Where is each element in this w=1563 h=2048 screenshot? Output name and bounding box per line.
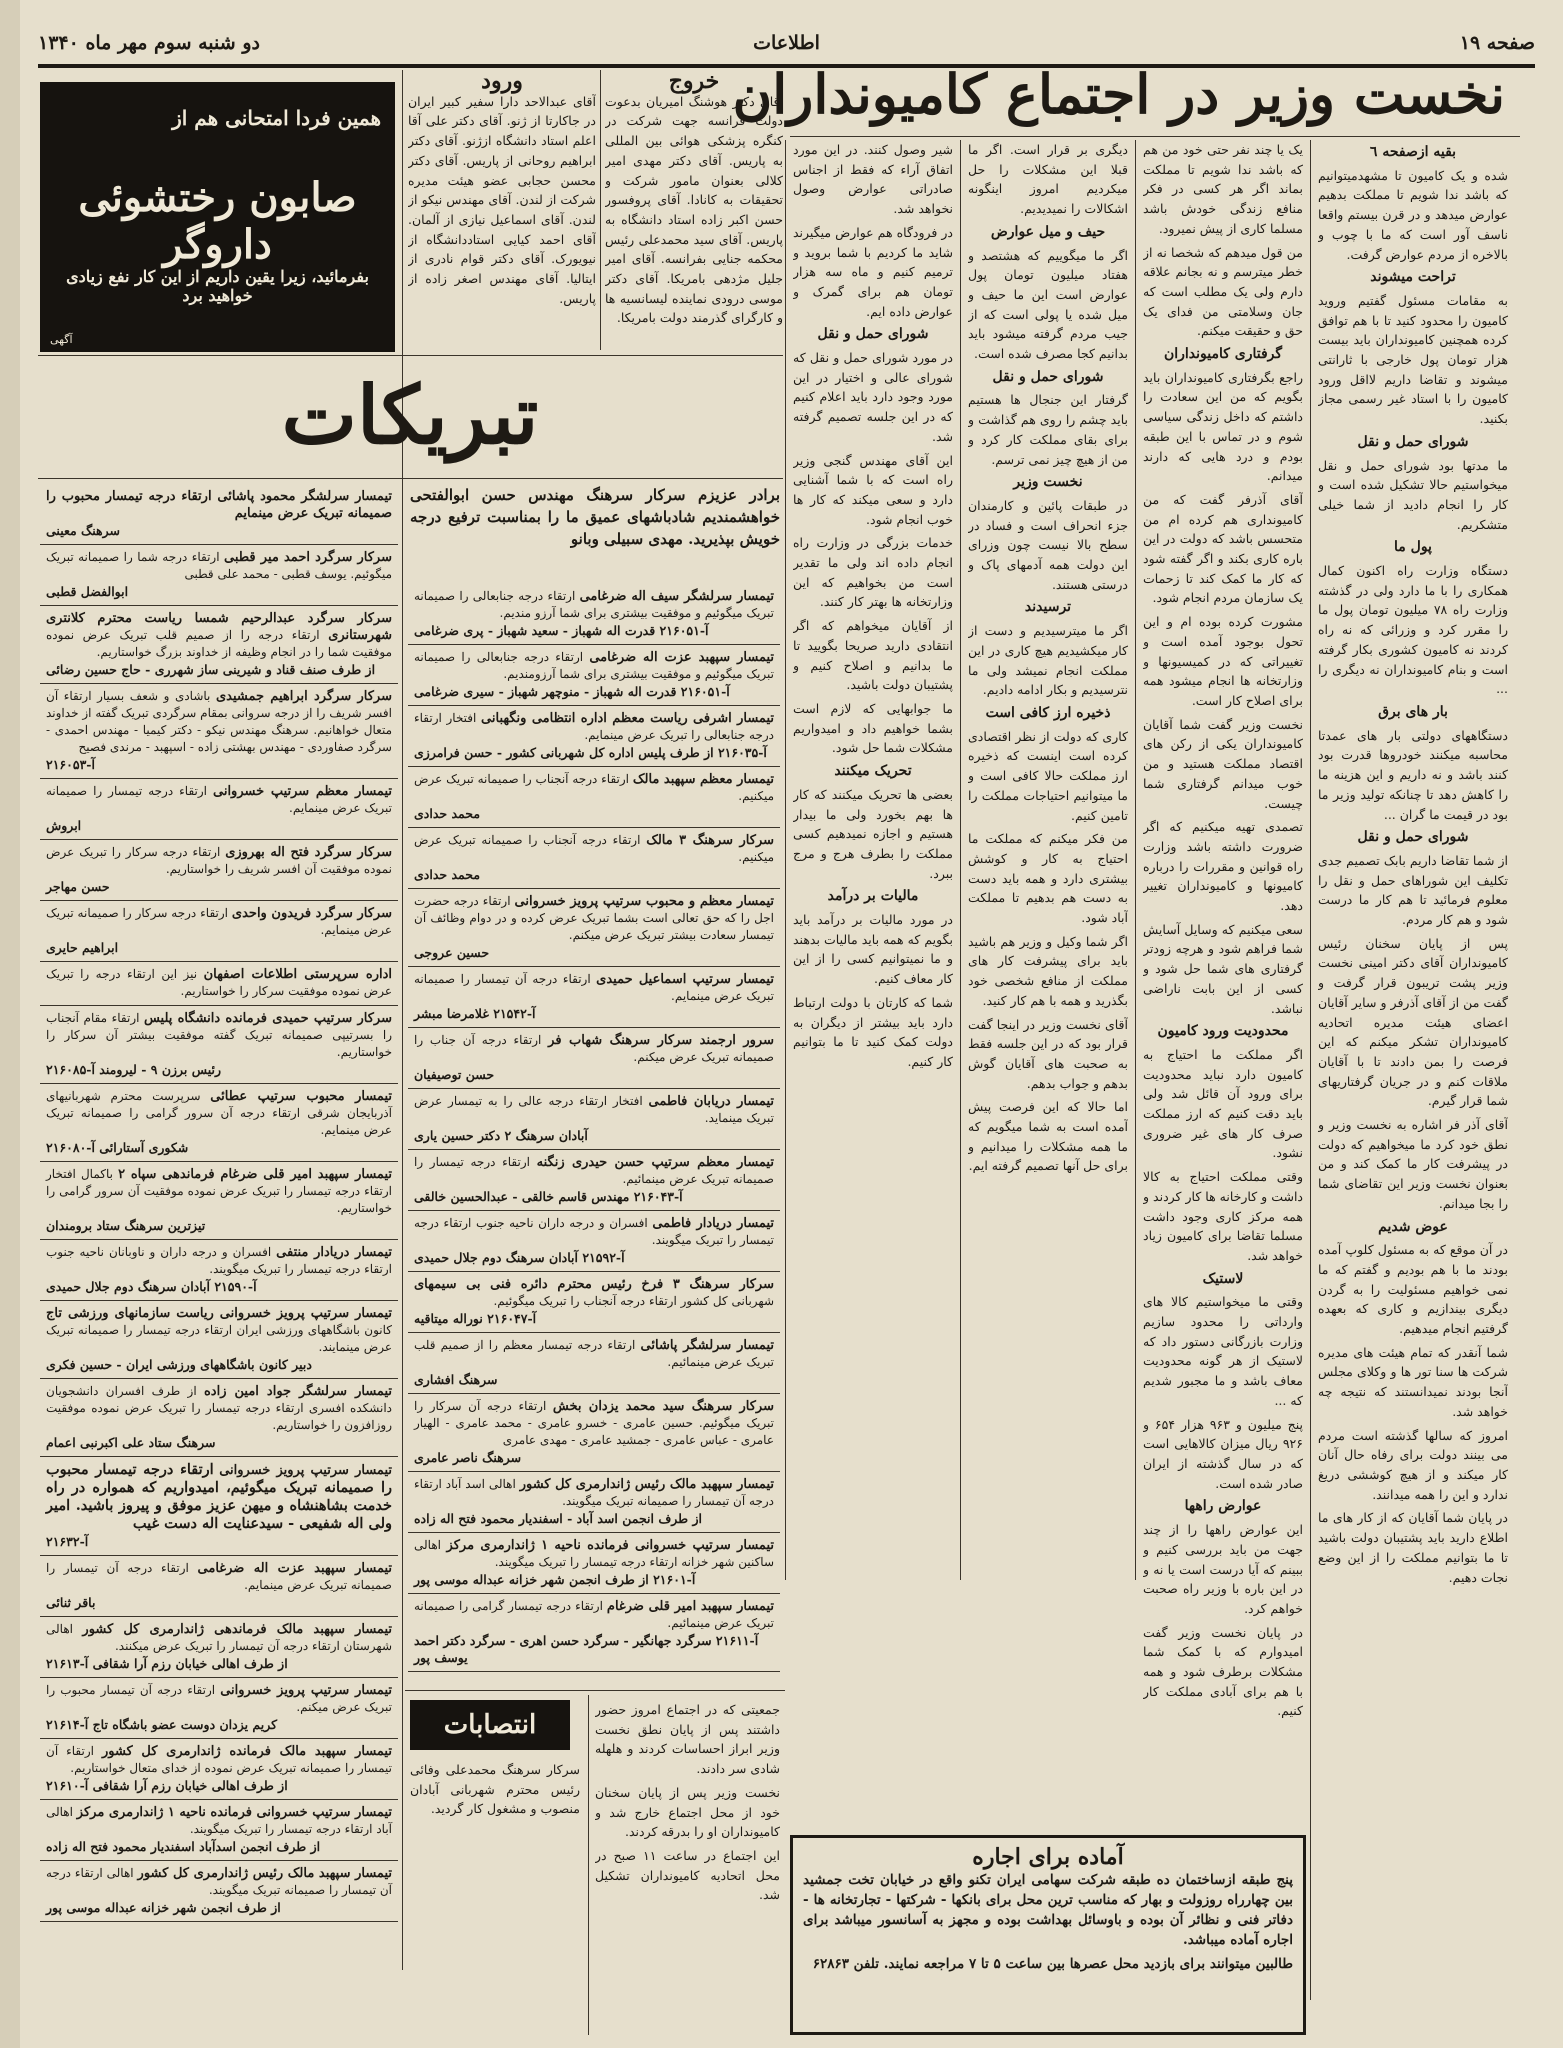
announcement: سرور ارجمند سرکار سرهنگ شهاب فر ارتقاء درجه آن جناب را صمیمانه تبریک عرض میکنم. حسن توصیفیان bbox=[408, 1028, 780, 1089]
tabrikat-left-column bbox=[40, 484, 398, 2044]
soap-ad-sig: آگهی bbox=[50, 333, 73, 346]
exit-text: آقای دکتر هوشنگ امیریان بدعوت دولت فرانسه جهت شرکت در کنگره پزشکی هوائی بین المللی به پاریس. آقای دکتر مهدی امیر کلالی بعنوان مامور شرکت و تحقیقات به کانادا. آقای پروفسور حسن اکبر زاده استاد دانشگاه به پاریس. آقای سید محمدعلی رئیس محکمه جنایی بفرانسه. آقای امیر جلیل مژدهی بامریکا. آقای دکتر موسی درودی نماینده لیسانسیه ها و کارگرای گذرمند دولت بامریکا. bbox=[605, 93, 783, 326]
rent-ad-title: آماده برای اجاره bbox=[972, 1844, 1124, 1870]
rent-ad-footer: طالبین میتوانند برای بازدید محل عصرها بین ساعت ۵ تا ۷ مراجعه نمایند. تلفن ۶۲۸۶۳ bbox=[812, 1956, 1293, 1972]
exit-box bbox=[605, 72, 783, 352]
announcement: سرکار سرگرد احمد میر قطبی ارتقاء درجه شما را صمیمانه تبریک میگوئیم. یوسف قطبی - محمد علی قطبی ابوالفضل قطبی bbox=[40, 545, 398, 606]
article-column-2: یک یا چند نفر حتی خود من هم که باشد ندا شویم تا مملکت بماند اگر هر کسی در فکر منافع زندگی خودش باشد مسلما کاری از پیش نمیرود. من قول میدهم که شخصا نه از خطر میترسم و نه بجانم علاقه دارم ولی یک مطلب است که جان وسلامتی من فدای یک حق و حقیقت میکنم. گرفتاری کامیونداران راجع بگرفتاری کامیونداران باید بگویم که من این سعادت را داشتم که داخل زندگی سیاسی شوم و در تماس با این طبقه بودم و درد هایی که دارند میدانم. آقای آذرفر گفت که من کامیونداری هم کرده ام من متحسس باشد که دولت در این باره کاری بکند و اگر گفته شود که کار ما کمک کند تا زحمات یک سازمان مردم انجام شود. مشورت کرده بوده ام و این تحول بوجود آمده است و تغییراتی که در کمیسیونها و وزارتخانه ها انجام میشود همه برای اصلاح کار است. نخست وزیر گفت شما آقایان کامیونداران یکی از رکن های اقتصاد مملکت هستید و من خوب میدانم گرفتاری شما چیست. تصمدی تهیه میکنیم که اگر ضرورت داشته باشد وزارت راه قوانین و مقررات را درباره کامیونها و کامیونداران تغییر دهد. سعی میکنیم که وسایل آسایش شما فراهم شود و هرچه زودتر گرفتاری های شما حل شود و کسی از این بابت ناراضی نباشد. محدودیت ورود کامیون اگر مملکت ما احتیاج به کامیون دارد نباید محدودیت برای ورود آن قائل شد ولی باید دقت کنیم که ارز مملکت صرف کار های غیر ضروری نشود. وقتی مملکت احتیاج به کالا داشت و کارخانه ها کار کردند و همه مرکز کاری وجود داشت مسلما تقاضا برای کامیون زیاد خواهد شد. لاستیک وقتی ما میخواستیم کالا های وارداتی را محدود سازیم وزارت بازرگانی دستور داد که لاستیک از هر گونه محدودیت معاف باشد و ما مجبور شدیم که ... پنج میلیون و ۹۶۳ هزار ۶۵۴ و ۹۲۶ ریال میزان کالاهایی است که در سال گذشته از ایران صادر شده است. عوارض راهها این عوارض راهها را از چند جهت من باید بررسی کنیم و ببینم که آیا درست است یا نه و در این باره با وزیر راه صحبت خواهم کرد. در پایان نخست وزیر گفت امیدوارم که با کمک شما مشکلات برطرف شود و همه با هم برای آبادی مملکت کار کنیم. bbox=[1143, 142, 1303, 1719]
announcement: تیمسار سرلشگر سیف اله ضرغامی ارتقاء درجه جنابعالی را صمیمانه تبریک میگوئیم و موفقیت بیشتری برای شما آرزو مندیم. آ-۲۱۶۰۵۱ قدرت اله شهباز - سعید شهباز - پری ضرغامی bbox=[408, 584, 780, 645]
rent-ad-text: پنج طبقه ازساختمان ده طبقه شرکت سهامی ایران تکنو واقع در خیابان تخت جمشید بین چهارراه روزولت و بهار که مناسب ترین محل برای بانکها - شرکتها - تجارتخانه ها - دفاتر فنی و نظائر آن بوده و باوسائل بهداشت بوده و مجهز به آسانسور میباشد برای اجاره آماده میباشد. bbox=[803, 1872, 1293, 1948]
announcement: تیمسار سرتیپ اسماعیل حمیدی ارتقاء درجه آن تیمسار را صمیمانه تبریک عرض مینمایم. آ-۲۱۵۴۲ غلامرضا مبشر bbox=[408, 967, 780, 1028]
announcement: تیمسار سپهبد مالک رئیس ژاندارمری کل کشور اهالی اسد آباد ارتقاء درجه آن تیمسار را صمیمانه تبریک میگویند. از طرف انجمن اسد آباد - اسفندیار محمود فتح اله زاده bbox=[408, 1472, 780, 1533]
announcement: تیمسار اشرفی ریاست معظم اداره انتظامی ونگهبانی افتخار ارتقاء درجه جنابعالی را تبریک عرض مینمایم. آ-۲۱۶۰۳۵ از طرف پلیس اداره کل شهربانی کشور - حسن فرامرزی bbox=[408, 706, 780, 767]
announcement: تیمسار سرلشگر پاشائی ارتقاء درجه تیمسار معظم را از صمیم قلب تبریک عرض مینمائیم. سرهنگ افشاری bbox=[408, 1333, 780, 1394]
entry-title: ورود bbox=[481, 72, 523, 94]
intikhabat-title: انتصابات bbox=[410, 1700, 570, 1750]
announcement: تیمسار سپهبد امیر قلی ضرغام ارتقاء درجه تیمسار گرامی را صمیمانه تبریک عرض مینمائیم. آ-۲۱۶۱۱ سرگرد جهانگیر - سرگرد حسن اهری - سرگرد دکتر احمد یوسف پور bbox=[408, 1594, 780, 1672]
soap-ad-brand: صابون رختشوئی داروگر bbox=[78, 174, 357, 268]
rent-ad bbox=[790, 1835, 1306, 2035]
announcement: سرکار سرتیپ حمیدی فرمانده دانشگاه پلیس ارتقاء مقام آنجناب را بسرتیپی صمیمانه تبریک گفته موفقیت بیشتر آن سرکار را خواستاریم. رئیس برزن ۹ - لیرومند آ-۲۱۶۰۸۵ bbox=[40, 1006, 398, 1084]
announcement: تیمسار معظم سرتیپ حسن حیدری زنگنه ارتقاء درجه تیمسار را صمیمانه تبریک عرض مینمائیم. آ-۲۱۶۰۴۳ مهندس قاسم خالقی - عبدالحسین خالقی bbox=[408, 1150, 780, 1211]
torn-edge bbox=[0, 0, 20, 2048]
article-column-1: بقیه ازصفحه ٦ شده و یک کامیون تا مشهدمیتوانیم که باشد ندا شویم تا مملکت بدهیم عوارض میدهد و در قرن بیستم واقعا ناسف آور است که ما با چوب و بالاخره از مردم عوارض گرفت. تراحت میشوند به مقامات مسئول گفتیم وروید کامیون را محدود کنید تا با هم توافق کرده همچنین کامیونداران باید بیست هزار تومان پول خارجی با ثارانتی میشوند و تقاضا داریم لااقل ورود کامیون را با استاد غیر رسمی مجاز بکنید. شورای حمل و نقل ما مدتها بود شورای حمل و نقل میخواستیم حالا تشکیل شده است و کار را انجام دادید از شما خیلی متشکریم. پول ما دستگاه وزارت راه اکنون کمال همکاری را با ما دارد ولی در گذشته وزارت راه ۷۸ میلیون تومان پول ما را مقرر کرد و وزرائی که نه راه کردند نه کامیون کشوری بکار گرفته است و بنام کامیونداران نه دیگری را ... بار های برق دستگاههای دولتی بار های عمدتا محاسبه میکنند خودروها قدرت بود کنند باشد و نه داریم و این هزینه ما را کاهش دهد تا چنانکه تولید وزیر ما بود در قیمت ما گران ... شورای حمل و نقل از شما تقاضا داریم بابک تصمیم جدی تکلیف این شوراهای حمل و نقل را معلوم فرمائید تا هم کار ما درست شود و هم کار مردم. پس از پایان سخنان رئیس کامیونداران آقای دکتر امینی نخست وزیر پشت تریبون قرار گرفت و گفت من از آقای آذرفر و سایر آقایان اعضای هیئت مدیره اتحادیه کامیونداران تشکر میکنم که این فرصت را بمن دادند تا با آقایان ملاقات کنم و در جریان گرفتاریهای شما قرار گیرم. آقای آذر فر اشاره به نخست وزیر و نطق خود کرد ما میخواهیم که دولت در پیشرفت کار ما کمک کند و من بعنوان نخست وزیر این تقاضای شما را بجا میدانم. عوض شدیم در آن موقع که به مسئول کلوپ آمده بودند ما با هم بودیم و گفتم که ما نمی خواهیم مسئولیت را به گردن دیگری بیندازیم و کاری که بعهده گرفتیم انجام میدهیم. شما آنقدر که تمام هیئت های مدیره شرکت ها سنا تور ها و وکلای مجلس آنجا بودند نمیدانستند که نتیجه چه خواهد شد. امروز که سالها گذشته است مردم می بینند دولت برای رفاه حال آنان کار میکند و از هیچ کوششی دریغ ندارد و این را همه میدانند. در پایان شما آقایان که از کار های ما اطلاع دارید باید پشتیبان دولت باشید تا ما بتوانیم مملکت را از این وضع نجات دهیم. bbox=[1318, 144, 1508, 1585]
announcement: تیمسار سپهبد امیر قلی ضرغام فرماندهی سپاه ۲ باکمال افتخار ارتقاء درجه تیمسار را تبریک عرض نموده موفقیت آن سرور گرامی را خواستاریم. تیزترین سرهنگ ستاد برومندان bbox=[40, 1162, 398, 1240]
soap-ad-line3: بفرمائید، زیرا یقین داریم از این کار نفع زیادی خواهید برد bbox=[66, 267, 369, 305]
entry-text: آقای عبدالاحد دارا سفیر کبیر ایران در جاکارتا از ژنو. آقای دکتر علی آقا اعلم استاد دانشگاه ازژنو. آقای دکتر ابراهیم روحانی از پاریس. آقای دکتر محسن حجابی عضو هیئت مدیره شرکت از لندن. آقای مهندس نیکو از لندن. آقای اسماعیل نیازی از آلمان. آقای احمد کیایی استاددانشگاه از نیویورک. آقای دکتر قوام نادری از ایتالیا. آقای مهندس اصغر زاده از پاریس. bbox=[408, 93, 596, 306]
soap-ad bbox=[40, 82, 395, 352]
article-column-4: شیر وصول کنند. در این مورد اتفاق آراء که فقط از اجناس صادراتی عوارض وصول نخواهد شد. در فرودگاه هم عوارض میگیرند شاید ما کردیم با شما بروید و ترمیم کنیم و ماه سه هزار تومان هم برای گمرک و عوارض داده ایم. شورای حمل و نقل در مورد شورای حمل و نقل که شورای عالی و اختیار در این مورد وجود دارد باید اعلام کنیم که در این جلسه تصمیم گرفته شد. این آقای مهندس گنجی وزیر راه است که با شما آشنایی دارد و سعی میکند که کار ها خوب انجام شود. خدمات بزرگی در وزارت راه انجام داده اند ولی ما تقدیر است من بخواهیم که این وزارتخانه ها بهتر کار کنند. از آقایان میخواهم که اگر انتقادی دارید صریحا بگویید تا ما بدانیم و اصلاح کنیم و پشتیبان دولت باشید. ما جوابهایی که لازم است بشما خواهیم داد و امیدواریم مشکلات شما حل شود. تحریک میکنند بعضی ها تحریک میکنند که کار ها بهم بخورد ولی ما بیدار هستیم و اجازه نمیدهیم کسی مملکت را بطرف هرج و مرج ببرد. مالیات بر درآمد در مورد مالیات بر درآمد باید بگویم که همه باید مالیات بدهند و ما نمیتوانیم کسی را از این کار معاف کنیم. شما که کارتان با دولت ارتباط دارد باید بیشتر از دیگران به دولت کمک کنید تا ما بتوانیم کار کنیم. bbox=[793, 142, 953, 1069]
announcement: تیمسار سرلشگر محمود پاشائی ارتقاء درجه تیمسار محبوب را صمیمانه تبریک عرض مینمایم سرهنگ معینی bbox=[40, 484, 398, 545]
announcement: تیمسار سرتیپ پرویز خسروانی ریاست سازمانهای ورزشی تاج کانون باشگاههای ورزشی ایران ارتقاء درجه تیمسار را صمیمانه تبریک عرض مینمایند. دبیر کانون باشگاههای ورزشی ایران - حسین فکری bbox=[40, 1301, 398, 1379]
announcement: سرکار سرگرد فریدون واحدی ارتقاء درجه سرکار را صمیمانه تبریک عرض مینمایم. ابراهیم حایری bbox=[40, 901, 398, 962]
announcement: سرکار سرگرد فتح اله بهروزی ارتقاء درجه سرکار را تبریک عرض نموده موفقیت آن افسر شریف را خواستاریم. حسن مهاجر bbox=[40, 840, 398, 901]
announcement: اداره سرپرستی اطلاعات اصفهان نیز این ارتقاء درجه را تبریک عرض نموده موفقیت سرکار را خواستاریم. bbox=[40, 962, 398, 1006]
announcement: تیمسار سرتیپ خسروانی فرمانده ناحیه ۱ ژاندارمری مرکز اهالی ساکنین شهر خزانه ارتقاء درجه تیمسار را تبریک میگویند. آ-۲۱۶۰۱ از طرف انجمن شهر خزانه عبداله موسی پور bbox=[408, 1533, 780, 1594]
announcement: سرکار سرهنگ سید محمد یزدان بخش ارتقاء درجه آن سرکار را تبریک میگوئیم. حسین عامری - خسرو عامری - محمد عامری - الهیار عامری - عباس عامری - جمشید عامری - مهدی عامری سرهنگ ناصر عامری bbox=[408, 1394, 780, 1472]
announcement: تیمسار دریادار فاطمی افسران و درجه داران ناحیه جنوب ارتقاء درجه تیمسار را تبریک میگویند. آ-۲۱۵۹۲ آبادان سرهنگ دوم جلال حمیدی bbox=[408, 1211, 780, 1272]
announcement: تیمسار سپهبد عزت اله ضرغامی ارتقاء درجه آن تیمسار را صمیمانه تبریک عرض مینمایم. باقر ثنائی bbox=[40, 1556, 398, 1617]
exit-title: خروج bbox=[668, 72, 720, 94]
announcement: تیمسار سرتیپ خسروانی فرمانده ناحیه ۱ ژاندارمری مرکز اهالی آباد ارتقاء درجه تیمسار را تبریک میگویند. از طرف انجمن اسدآباد اسفندیار محمود فتح اله زاده bbox=[40, 1800, 398, 1861]
date-line: دو شنبه سوم مهر ماه ۱۳۴۰ bbox=[38, 32, 260, 54]
announcement: تیمسار سپهبد مالک فرماندهی ژاندارمری کل کشور اهالی شهرستان ارتقاء درجه آن تیمسار را تبریک عرض میکنند. از طرف اهالی خیابان رزم آرا شقافی آ-۲۱۶۱۳ bbox=[40, 1617, 398, 1678]
announcement: تیمسار سرلشگر جواد امین زاده از طرف افسران دانشجویان دانشکده افسری ارتقاء درجه تیمسار را تبریک عرض نموده موفقیت روزافزون را خواستاریم. سرهنگ ستاد علی اکبرنبی اعمام bbox=[40, 1379, 398, 1457]
article-column-3: دیگری بر قرار است. اگر ما قبلا این مشکلات را حل میکردیم امروز اینگونه اشکالات را نمیدیدیم. حیف و میل عوارض اگر ما میگوییم که هشتصد و هفتاد میلیون تومان پول عوارض است این ما حیف و میل شده یا پولی است که از جیب مردم گرفته میشود باید بدانیم کجا مصرف شده است. شورای حمل و نقل گرفتار این جنجال ها هستیم باید چشم را روی هم گذاشت و برای بقای مملکت کار کرد و من از هیچ چیز نمی ترسم. نخست وزیر در طبقات پائین و کارمندان جزء انحراف است و فساد در سطح بالا نیست چون وزرای این دولت همه آدمهای پاک و درستی هستند. ترسیدند اگر ما میترسیدیم و دست از کار میکشیدیم هیچ کاری در این مملکت انجام نمیشد ولی ما نترسیدیم و بکار ادامه دادیم. ذخیره ارز کافی است کاری که دولت از نظر اقتصادی کرده است اینست که ذخیره ارز مملکت حالا کافی است و ما میتوانیم احتیاجات مملکت را تامین کنیم. من فکر میکنم که مملکت ما احتیاج به کار و کوشش بیشتری دارد و همه باید دست به دست هم بدهیم تا مملکت آباد شود. اگر شما وکیل و وزیر هم باشید باید برای پیشرفت کار های مملکت از منافع شخصی خود بگذرید و همه با هم کار کنید. آقای نخست وزیر در اینجا گفت قرار بود که در این جلسه فقط به صحبت های آقایان گوش بدهم و جواب بدهم. اما حالا که این فرصت پیش آمده است به شما میگویم که ما همه مشکلات را میدانیم و برای حل آنها تصمیم گرفته ایم. bbox=[968, 142, 1128, 1174]
tabrikat-title: تبریکات bbox=[281, 368, 539, 462]
announcement: تیمسار معظم و محبوب سرتیپ پرویز خسروانی ارتقاء درجه حضرت اجل را که حق تعالی است بشما تبریک عرض کرده و در دوام وظائف آن تیمسار سعادت بیشتر تبریک عرض میکنم. حسین عروجی bbox=[408, 889, 780, 967]
announcement: تیمسار معظم سپهبد مالک ارتقاء درجه آنجناب را صمیمانه تبریک عرض میکنیم. محمد حدادی bbox=[408, 767, 780, 828]
announcement: سرکار سرگرد عبدالرحیم شمسا ریاست محترم کلانتری شهرستانری ارتقاء درجه را از صمیم قلب تبریک عرض نموده موفقیت شما را در انجام وظیفه از خداوند بزرگ خواستاریم. از طرف صنف قناد و شیرینی ساز شهرری - حاج حسین رضائی bbox=[40, 606, 398, 684]
announcement: سرکار سرگرد ابراهیم جمشیدی باشادی و شعف بسیار ارتقاء آن افسر شریف را از درجه سروانی بمقام سرگردی تبریک گفته از خداوند متعال خواهانیم. سرهنگ مهندس نیکو - دکتر کیمیا - مهندس احمدی - سرگرد صفاوردی - مهندس بهشتی زاده - اسپهبد - مرندی فصیح آ-۲۱۶۰۵۳ bbox=[40, 684, 398, 779]
announcement: سرکار سرهنگ ۳ فرخ رئیس محترم دائره فنی بی سیمهای شهربانی کل کشور ارتقاء درجه آنجناب را تبریک میگوئیم. آ-۲۱۶۰۴۷ نوراله میتاقیه bbox=[408, 1272, 780, 1333]
announcement: تیمسار محبوب سرتیپ عطائی سرپرست محترم شهربانیهای آذربایجان شرقی ارتقاء درجه آن سرور گرامی را صمیمانه تبریک عرض مینمایم. شکوری آستارائی آ-۲۱۶۰۸۰ bbox=[40, 1084, 398, 1162]
paper-name: اطلاعات bbox=[753, 32, 820, 54]
announcement: سرکار سرهنگ ۳ مالک ارتقاء درجه آنجناب را صمیمانه تبریک عرض میکنیم. محمد حدادی bbox=[408, 828, 780, 889]
entry-box bbox=[408, 72, 596, 352]
article-column-4-tail: جمعیتی که در اجتماع امروز حضور داشتند پس از پایان نطق نخست وزیر ابراز احساسات کردند و هلهله شادی سر دادند. نخست وزیر پس از پایان سخنان خود از محل اجتماع خارج شد و کامیونداران او را بدرقه کردند. این اجتماع در ساعت ۱۱ صبح در محل اتحادیه کامیونداران تشکیل شد. bbox=[595, 1702, 780, 1903]
tabrikat-middle-column bbox=[408, 584, 780, 1674]
intikhabat-text: سرکار سرهنگ محمدعلی وفائی رئیس محترم شهربانی آبادان منصوب و مشغول کار گردید. bbox=[410, 1762, 580, 1817]
announcement: تیمسار دریادار منتفی افسران و درجه داران و ناوبانان ناحیه جنوب ارتقاء درجه تیمسار را تبریک میگویند. آ-۲۱۵۹۰ آبادان سرهنگ دوم جلال حمیدی bbox=[40, 1240, 398, 1301]
page-number: صفحه ۱۹ bbox=[1459, 32, 1535, 54]
announcement: تیمسار سپهبد عزت اله ضرغامی ارتقاء درجه جنابعالی را صمیمانه تبریک میگوئیم و موفقیت بیشتری برای شما آرزومندیم. آ-۲۱۶۰۵۱ قدرت اله شهباز - منوچهر شهباز - سیری ضرغامی bbox=[408, 645, 780, 706]
announcement: تیمسار سپهبد مالک رئیس ژاندارمری کل کشور اهالی ارتقاء درجه آن تیمسار را صمیمانه تبریک میگویند. از طرف انجمن شهر خزانه عبداله موسی پور bbox=[40, 1861, 398, 1922]
tabrikat-featured: برادر عزیزم سرکار سرهنگ مهندس حسن ابوالفتحی خواهشمندیم شادباشهای عمیق ما را بمناسبت ترفیع درجه خویش بپذیرید. مهدی سبیلی وبانو bbox=[410, 486, 780, 548]
soap-ad-line1: همین فردا امتحانی هم از bbox=[172, 106, 381, 130]
announcement: تیمسار دریابان فاطمی افتخار ارتقاء درجه عالی را به تیمسار عرض تبریک مینماید. آبادان سرهنگ ۲ دکتر حسین یاری bbox=[408, 1089, 780, 1150]
announcement: تیمسار معظم سرتیپ خسروانی ارتقاء درجه تیمسار را صمیمانه تبریک عرض مینمایم. ابروش bbox=[40, 779, 398, 840]
main-headline: نخست وزیر در اجتماع کامیونداران bbox=[732, 62, 1505, 126]
announcement: تیمسار سرتیپ پرویز خسروانی ارتقاء درجه آن تیمسار محبوب را تبریک عرض میکنم. کریم یزدان دوست عضو باشگاه تاج آ-۲۱۶۱۴ bbox=[40, 1678, 398, 1739]
announcement: تیمسار سرتیپ پرویز خسروانی ارتقاء درجه تیمسار محبوب را صمیمانه تبریک میگوئیم، امیدواریم که همواره در راه خدمت بشاهنشاه و میهن عزیز موفق و پیروز باشید. امیر ولی اله شفیعی - سیدعنایت اله دست غیب آ-۲۱۶۳۲ bbox=[40, 1457, 398, 1556]
continued-label: بقیه ازصفحه ٦ bbox=[1369, 144, 1457, 160]
announcement: تیمسار سپهبد مالک فرمانده ژاندارمری کل کشور ارتقاء آن تیمسار را صمیمانه تبریک عرض نموده از خدای متعال خواستاریم. از طرف اهالی خیابان رزم آرا شقافی آ-۲۱۶۱۰ bbox=[40, 1739, 398, 1800]
